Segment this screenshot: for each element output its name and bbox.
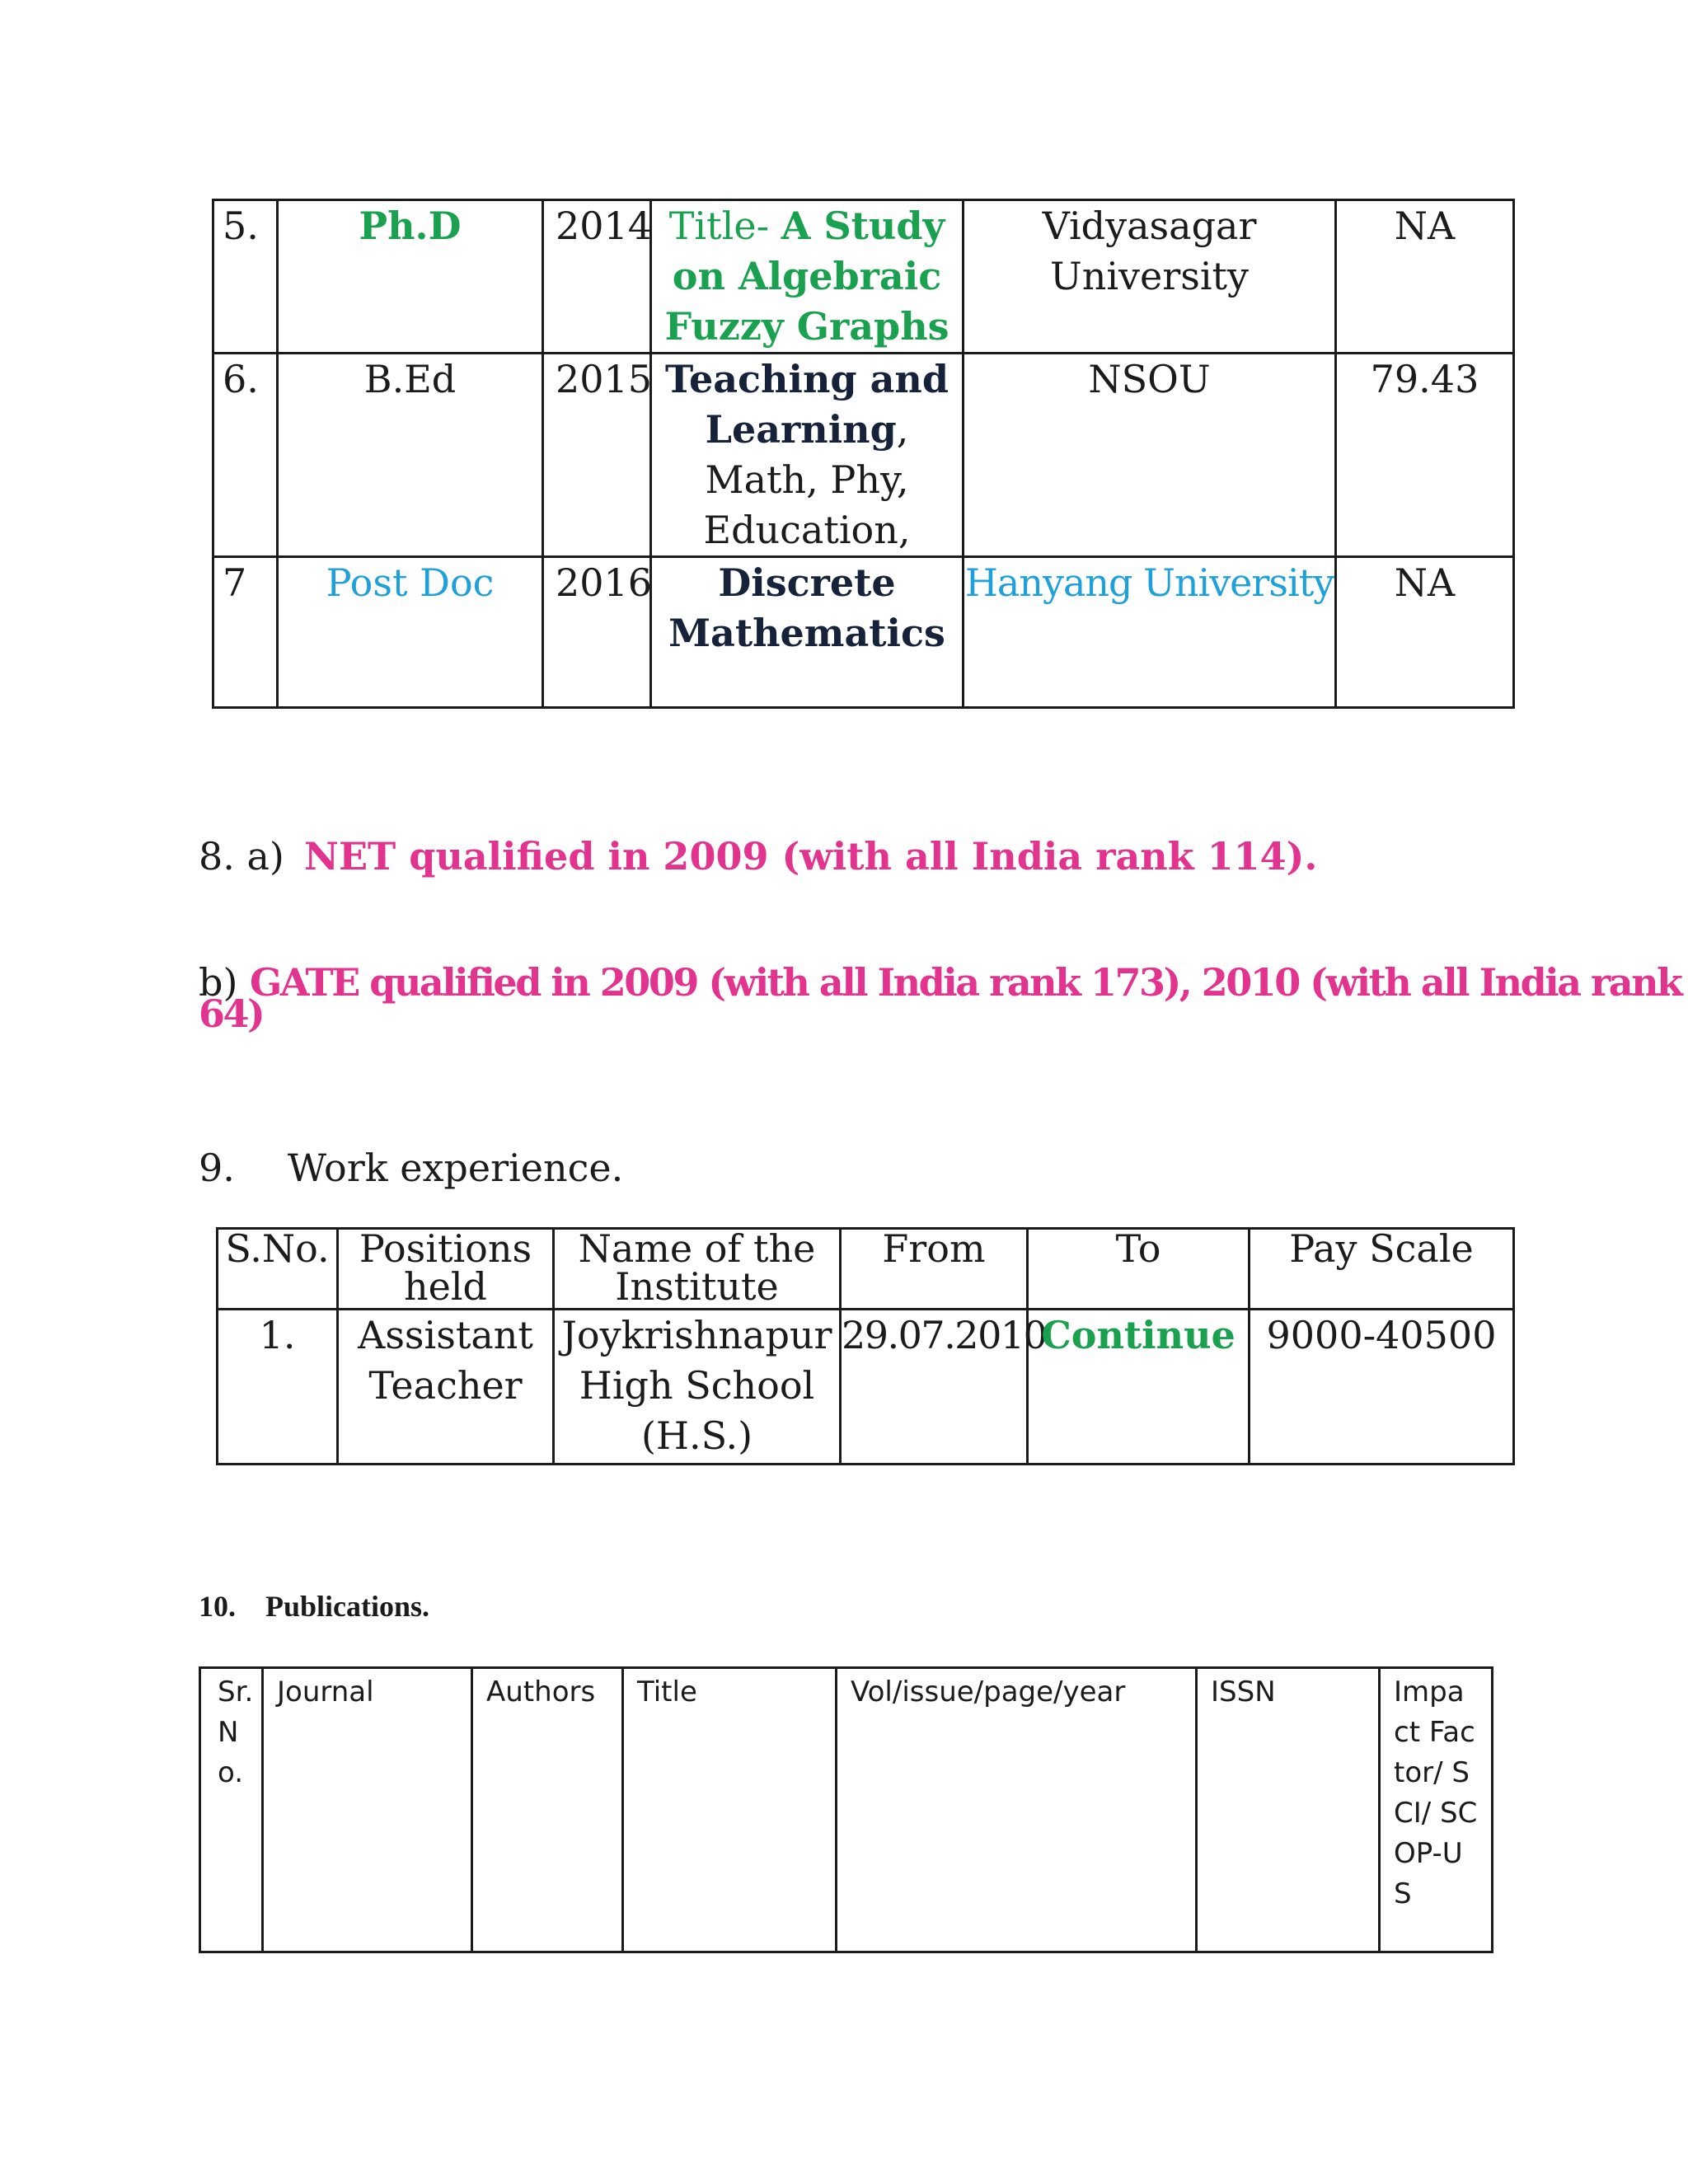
column-header: Vol/issue/page/year bbox=[837, 1668, 1197, 1952]
net-label: 8. a) bbox=[199, 834, 284, 879]
work-to: Continue bbox=[1028, 1310, 1250, 1465]
column-header: To bbox=[1028, 1229, 1250, 1310]
table-row bbox=[218, 1310, 1514, 1465]
section-number: 9. bbox=[199, 1146, 235, 1190]
column-header: Pay Scale bbox=[1250, 1229, 1514, 1310]
qual-university: NSOU bbox=[964, 354, 1336, 557]
qual-subject-main: Teaching and Learning bbox=[665, 357, 949, 452]
table-row bbox=[213, 557, 1514, 708]
qual-subject-main: Discrete Mathematics bbox=[668, 560, 945, 655]
qual-degree: Ph.D bbox=[278, 200, 543, 354]
column-header: Sr. No. bbox=[200, 1668, 263, 1952]
qual-degree: B.Ed bbox=[278, 354, 543, 557]
qual-subject-extra: , Math, Phy, Education, bbox=[703, 407, 911, 552]
qual-marks: NA bbox=[1336, 557, 1514, 708]
qual-subject bbox=[651, 354, 964, 557]
qual-year: 2014 bbox=[543, 200, 651, 354]
qual-subject-prefix: Title- bbox=[668, 204, 781, 248]
column-header: ISSN bbox=[1197, 1668, 1380, 1952]
publications-heading bbox=[199, 1589, 429, 1624]
qual-subject bbox=[651, 200, 964, 354]
gate-text-cont: 64) bbox=[199, 991, 264, 1036]
gate-text: GATE qualified in 2009 (with all India rank 173), 2010 (with all India rank bbox=[250, 960, 1681, 1005]
table-header-row bbox=[218, 1229, 1514, 1310]
column-header: Authors bbox=[472, 1668, 623, 1952]
qual-year: 2015 bbox=[543, 354, 651, 557]
work-sno: 1. bbox=[218, 1310, 338, 1465]
qual-marks: NA bbox=[1336, 200, 1514, 354]
qual-university: Hanyang University bbox=[964, 557, 1336, 708]
qual-sno: 6. bbox=[213, 354, 278, 557]
column-header: Name of the Institute bbox=[554, 1229, 841, 1310]
table-row bbox=[213, 354, 1514, 557]
qual-degree: Post Doc bbox=[278, 557, 543, 708]
qual-marks: 79.43 bbox=[1336, 354, 1514, 557]
table-row bbox=[213, 200, 1514, 354]
qual-university: Vidyasagar University bbox=[964, 200, 1336, 354]
column-header: Positions held bbox=[338, 1229, 554, 1310]
work-experience-table bbox=[216, 1227, 1515, 1465]
work-institute: Joykrishnapur High School (H.S.) bbox=[554, 1310, 841, 1465]
qual-sno: 7 bbox=[213, 557, 278, 708]
work-experience-heading bbox=[199, 1146, 623, 1190]
qual-subject bbox=[651, 557, 964, 708]
work-pay-scale: 9000-40500 bbox=[1250, 1310, 1514, 1465]
net-text: NET qualified in 2009 (with all India rank 114). bbox=[303, 834, 1318, 879]
qual-year: 2016 bbox=[543, 557, 651, 708]
column-header: From bbox=[841, 1229, 1028, 1310]
table-header-row bbox=[200, 1668, 1493, 1952]
net-qualification bbox=[199, 834, 1317, 879]
section-title: Publications. bbox=[265, 1590, 430, 1623]
work-from: 29.07.2010 bbox=[841, 1310, 1028, 1465]
gate-label: b) bbox=[199, 960, 238, 1005]
gate-qualification bbox=[199, 960, 1681, 1036]
column-header: Title bbox=[623, 1668, 837, 1952]
section-title: Work experience. bbox=[287, 1146, 624, 1190]
column-header: Impact Factor/ SCI/ SCOP-US bbox=[1380, 1668, 1493, 1952]
column-header: S.No. bbox=[218, 1229, 338, 1310]
column-header: Journal bbox=[263, 1668, 472, 1952]
section-number: 10. bbox=[199, 1590, 236, 1623]
qual-subject-main: A Study on Algebraic Fuzzy Graphs bbox=[664, 204, 950, 349]
qual-sno: 5. bbox=[213, 200, 278, 354]
publications-table bbox=[199, 1666, 1493, 1953]
qualification-table bbox=[212, 199, 1515, 709]
work-position: Assistant Teacher bbox=[338, 1310, 554, 1465]
